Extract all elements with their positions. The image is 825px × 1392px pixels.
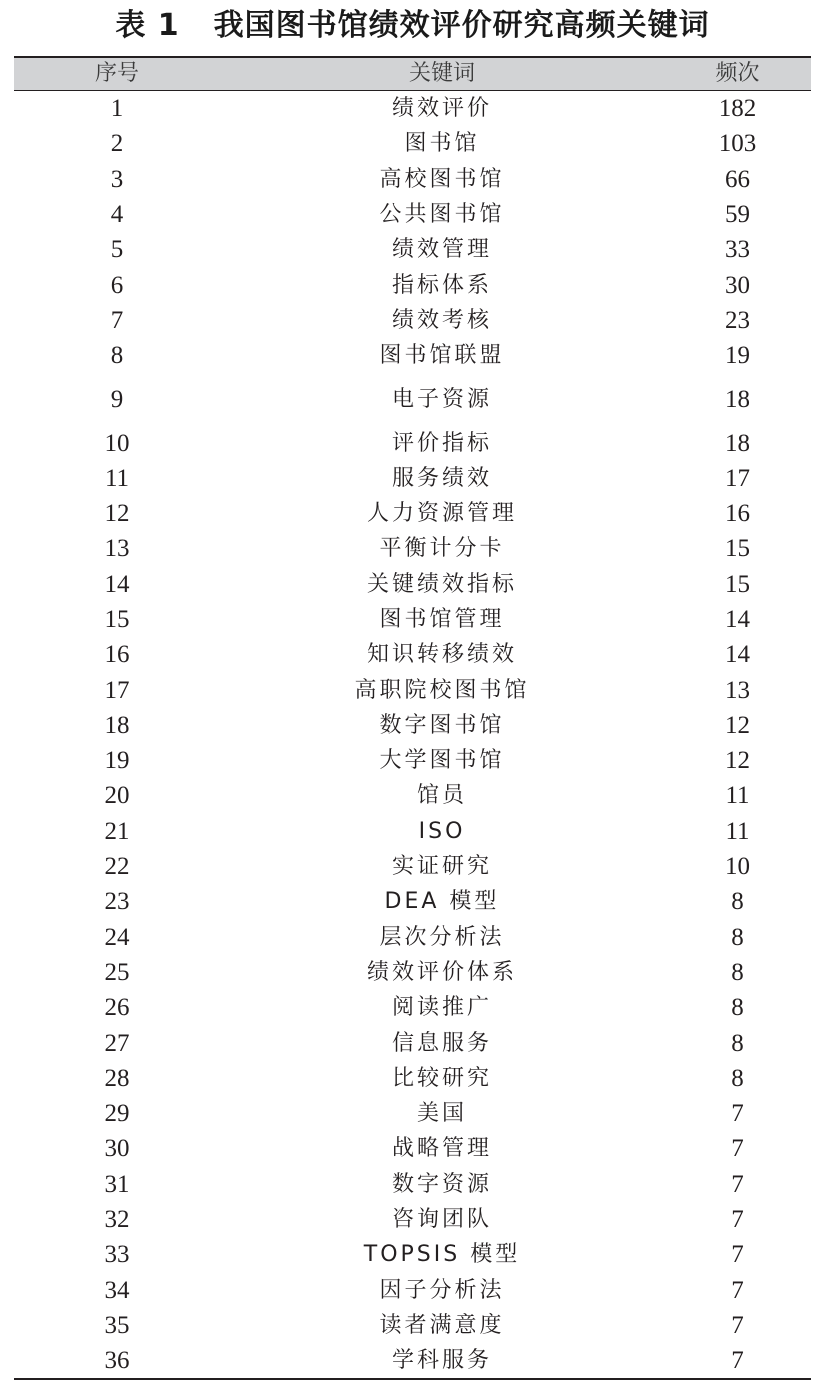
- table-row: [14, 91, 811, 127]
- table-body: [14, 91, 811, 1380]
- table-row: [14, 1343, 811, 1379]
- row-keyword: TOPSIS 模型: [363, 1242, 521, 1268]
- row-frequency: 8: [731, 923, 744, 951]
- row-frequency: 12: [725, 711, 750, 739]
- row-keyword: 平衡计分卡: [379, 536, 505, 562]
- table-row: [14, 602, 811, 637]
- row-frequency: 8: [731, 888, 744, 916]
- row-frequency: 12: [725, 747, 750, 775]
- row-keyword: 高职院校图书馆: [354, 677, 530, 703]
- row-frequency: 11: [725, 817, 750, 845]
- row-serial-number: 36: [104, 1347, 130, 1375]
- table-row: [14, 955, 811, 990]
- row-keyword: ISO: [418, 818, 466, 844]
- row-serial-number: 19: [104, 747, 130, 775]
- table-row: [14, 814, 811, 849]
- table-row: [14, 461, 811, 496]
- row-keyword: 战略管理: [391, 1136, 492, 1162]
- table-row: [14, 920, 811, 955]
- row-serial-number: 21: [104, 817, 130, 845]
- row-serial-number: 14: [104, 570, 130, 598]
- table-caption: [0, 4, 825, 48]
- row-frequency: 14: [725, 641, 750, 669]
- row-serial-number: 27: [104, 1029, 130, 1057]
- row-serial-number: 15: [104, 606, 130, 633]
- row-keyword: 层次分析法: [379, 924, 505, 950]
- row-frequency: 66: [725, 165, 750, 193]
- row-serial-number: 17: [104, 676, 130, 704]
- row-keyword: 指标体系: [391, 272, 492, 298]
- row-frequency: 103: [718, 130, 757, 158]
- table-row: [14, 162, 811, 197]
- table-row: [14, 849, 811, 884]
- row-serial-number: 31: [104, 1170, 130, 1198]
- row-serial-number: 4: [110, 201, 124, 229]
- row-keyword: 实证研究: [391, 854, 492, 880]
- row-keyword: 人力资源管理: [366, 501, 517, 527]
- row-frequency: 7: [731, 1276, 744, 1304]
- header-frequency: 频次: [715, 61, 760, 86]
- row-frequency: 30: [725, 271, 750, 299]
- row-frequency: 8: [731, 1064, 744, 1092]
- row-serial-number: 26: [104, 994, 130, 1022]
- row-keyword: 高校图书馆: [379, 166, 505, 192]
- table-row: [14, 1202, 811, 1237]
- row-keyword: 馆员: [416, 783, 467, 809]
- row-frequency: 18: [725, 385, 750, 413]
- table-row: [14, 1273, 811, 1308]
- row-frequency: 11: [725, 782, 750, 810]
- row-frequency: 15: [725, 570, 750, 598]
- row-serial-number: 7: [110, 306, 124, 334]
- row-frequency: 23: [725, 306, 750, 334]
- table-row: [14, 743, 811, 778]
- row-frequency: 19: [725, 342, 750, 370]
- table-row: [14, 778, 811, 813]
- row-keyword: 绩效管理: [391, 237, 492, 263]
- row-keyword: 阅读推广: [391, 995, 492, 1021]
- row-serial-number: 30: [104, 1135, 130, 1163]
- row-frequency: 7: [731, 1347, 744, 1375]
- table-row: [14, 1061, 811, 1096]
- row-keyword: 大学图书馆: [379, 748, 505, 774]
- row-keyword: 服务绩效: [391, 465, 492, 491]
- row-keyword: 绩效评价体系: [366, 959, 517, 985]
- row-keyword: DEA 模型: [384, 889, 500, 915]
- row-serial-number: 18: [104, 711, 130, 739]
- row-keyword: 关键绩效指标: [366, 571, 517, 597]
- table-row: [14, 990, 811, 1025]
- row-serial-number: 11: [104, 464, 130, 492]
- row-serial-number: 23: [104, 888, 130, 916]
- row-serial-number: 22: [104, 853, 130, 881]
- header-row: [14, 57, 811, 91]
- table-row: [14, 197, 811, 232]
- row-frequency: 8: [731, 994, 744, 1022]
- row-serial-number: 2: [110, 130, 124, 158]
- row-serial-number: 34: [104, 1276, 130, 1304]
- row-frequency: 16: [725, 500, 750, 528]
- row-keyword: 图书馆联盟: [379, 343, 505, 369]
- table-row: [14, 338, 811, 373]
- row-frequency: 7: [731, 1206, 744, 1234]
- table-row: [14, 531, 811, 566]
- row-keyword: 读者满意度: [379, 1312, 505, 1338]
- table-row: [14, 637, 811, 672]
- row-serial-number: 20: [104, 782, 130, 810]
- table-row: [14, 1167, 811, 1202]
- table-row: [14, 496, 811, 531]
- row-frequency: 13: [725, 676, 750, 704]
- row-frequency: 59: [725, 201, 750, 229]
- table-row: [14, 884, 811, 919]
- header-serial-number: 序号: [94, 61, 139, 86]
- keyword-table-container: [14, 56, 811, 1380]
- row-keyword: 评价指标: [391, 430, 492, 456]
- row-serial-number: 10: [104, 429, 130, 457]
- table-row: [14, 1308, 811, 1343]
- row-keyword: 知识转移绩效: [366, 642, 517, 668]
- row-frequency: 7: [731, 1100, 744, 1128]
- row-serial-number: 29: [104, 1100, 130, 1128]
- row-serial-number: 5: [110, 236, 124, 264]
- row-keyword: 绩效考核: [391, 307, 492, 333]
- row-serial-number: 28: [104, 1064, 130, 1092]
- table-row: [14, 1237, 811, 1272]
- row-frequency: 18: [725, 429, 750, 457]
- row-keyword: 电子资源: [391, 386, 492, 412]
- row-serial-number: 9: [110, 385, 124, 413]
- row-keyword: 因子分析法: [379, 1277, 505, 1303]
- table-row: [14, 425, 811, 460]
- table-row: [14, 373, 811, 425]
- row-keyword: 比较研究: [391, 1065, 492, 1091]
- table-row: [14, 1131, 811, 1166]
- table-row: [14, 672, 811, 707]
- row-frequency: 182: [718, 95, 757, 123]
- table-header: [14, 57, 811, 91]
- table-row: [14, 232, 811, 267]
- row-frequency: 10: [725, 853, 750, 881]
- row-frequency: 33: [725, 236, 750, 264]
- row-frequency: 7: [731, 1135, 744, 1163]
- row-keyword: 数字资源: [391, 1171, 492, 1197]
- row-frequency: 7: [731, 1170, 744, 1198]
- row-frequency: 15: [725, 535, 750, 563]
- row-serial-number: 13: [104, 535, 130, 563]
- table-row: [14, 1096, 811, 1131]
- table-row: [14, 567, 811, 602]
- row-frequency: 8: [731, 958, 744, 986]
- row-keyword: 绩效评价: [391, 96, 492, 122]
- row-serial-number: 24: [104, 923, 130, 951]
- row-keyword: 信息服务: [391, 1030, 492, 1056]
- row-serial-number: 16: [104, 641, 130, 669]
- header-keyword: 关键词: [408, 61, 475, 86]
- row-keyword: 学科服务: [391, 1348, 492, 1374]
- row-frequency: 8: [731, 1029, 744, 1057]
- table-caption-number: 表 1: [115, 8, 180, 43]
- row-frequency: 17: [725, 464, 750, 492]
- row-keyword: 数字图书馆: [379, 712, 505, 738]
- row-keyword: 图书馆: [404, 131, 480, 157]
- row-serial-number: 32: [104, 1206, 130, 1234]
- row-serial-number: 1: [110, 95, 124, 123]
- row-keyword: 公共图书馆: [379, 202, 505, 228]
- row-serial-number: 3: [110, 165, 124, 193]
- row-serial-number: 25: [104, 958, 130, 986]
- row-serial-number: 33: [104, 1241, 130, 1269]
- table-caption-title: 我国图书馆绩效评价研究高频关键词: [213, 8, 710, 43]
- table-row: [14, 126, 811, 161]
- row-frequency: 7: [731, 1311, 744, 1339]
- row-serial-number: 6: [110, 271, 124, 299]
- row-keyword: 咨询团队: [391, 1207, 492, 1233]
- row-frequency: 7: [731, 1241, 744, 1269]
- row-serial-number: 12: [104, 500, 130, 528]
- keyword-frequency-table: [14, 56, 811, 1380]
- table-row: [14, 267, 811, 302]
- row-serial-number: 8: [110, 342, 124, 370]
- table-row: [14, 708, 811, 743]
- row-keyword: 美国: [416, 1101, 467, 1127]
- table-row: [14, 303, 811, 338]
- table-row: [14, 1025, 811, 1060]
- row-serial-number: 35: [104, 1311, 130, 1339]
- row-keyword: 图书馆管理: [379, 607, 505, 632]
- row-frequency: 14: [725, 606, 750, 633]
